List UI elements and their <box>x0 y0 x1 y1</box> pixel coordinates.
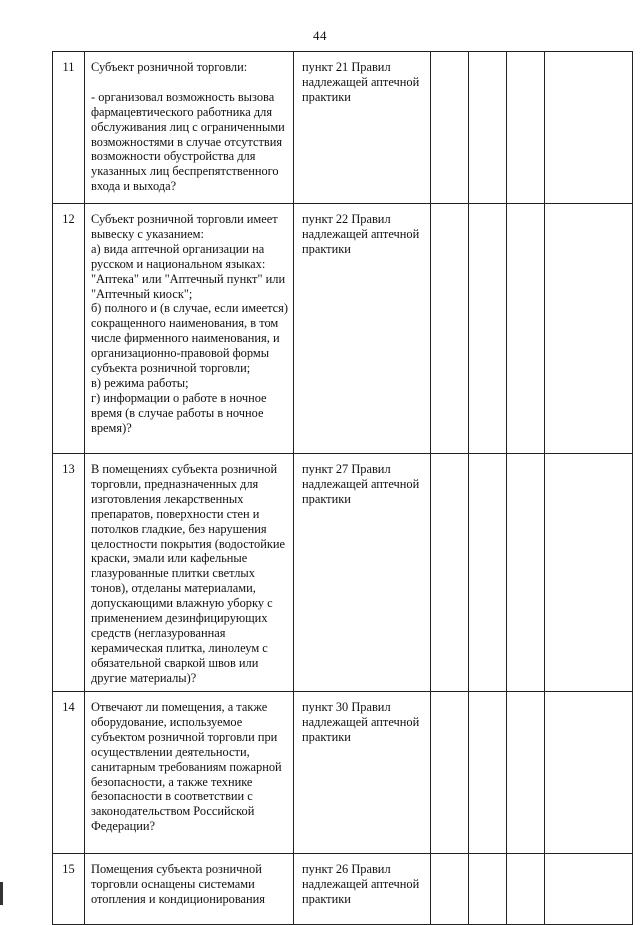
reference-cell <box>294 52 431 204</box>
reference-cell <box>294 854 431 925</box>
reference-cell <box>294 454 431 692</box>
reference-line: пункт 21 Правил <box>302 60 391 74</box>
question-line: безопасности в соответствии с <box>91 789 253 804</box>
reference-line: надлежащей аптечной <box>302 714 420 729</box>
question-line: время (в случае работы в ночное <box>91 405 264 420</box>
answer-cell-no <box>469 52 507 204</box>
table-row <box>53 454 633 692</box>
question-line: организационно-правовой формы <box>91 346 270 361</box>
question-line: фармацевтического работника для <box>91 104 273 119</box>
question-line: б) полного и (в случае, если имеется) <box>91 301 288 316</box>
question-line: входа и выхода? <box>91 179 177 194</box>
checklist-table <box>52 51 633 925</box>
notes-cell <box>545 692 633 854</box>
question-line: вывеску с указанием: <box>91 226 204 241</box>
question-line: средств (неглазурованная <box>91 625 226 640</box>
reference-line: надлежащей аптечной <box>302 226 420 241</box>
reference-cell <box>294 692 431 854</box>
notes-cell <box>545 204 633 454</box>
question-line: "Аптека" или "Аптечный пункт" или <box>91 271 286 286</box>
question-line: В помещениях субъекта розничной <box>91 462 278 476</box>
question-cell <box>85 854 294 925</box>
question-line: применением дезинфицирующих <box>91 611 268 626</box>
answer-cell-no <box>469 854 507 925</box>
question-line: а) вида аптечной организации на <box>91 241 265 256</box>
row-number: 15 <box>53 854 85 925</box>
notes-cell <box>545 454 633 692</box>
question-line: Помещения субъекта розничной <box>91 862 262 876</box>
answer-cell-na <box>507 454 545 692</box>
question-line: Отвечают ли помещения, а также <box>91 700 268 714</box>
answer-cell-na <box>507 854 545 925</box>
reference-line: практики <box>302 89 351 104</box>
row-number: 13 <box>53 454 85 692</box>
scan-edge-mark <box>0 882 3 905</box>
table-row <box>53 52 633 204</box>
question-line: обязательной сваркой швов или <box>91 655 259 670</box>
question-line: Федерации? <box>91 819 156 834</box>
answer-cell-yes <box>431 692 469 854</box>
reference-line: практики <box>302 241 351 256</box>
question-line: глазурованные плитки светлых <box>91 566 255 581</box>
question-line: субъектом розничной торговли при <box>91 729 278 744</box>
question-line: - организовал возможность вызова <box>91 89 275 104</box>
reference-cell <box>294 204 431 454</box>
page-number: 44 <box>313 28 327 43</box>
answer-cell-no <box>469 692 507 854</box>
row-number: 14 <box>53 692 85 854</box>
reference-line: практики <box>302 891 351 906</box>
answer-cell-na <box>507 692 545 854</box>
question-cell <box>85 52 294 204</box>
row-number: 11 <box>53 52 85 204</box>
answer-cell-na <box>507 204 545 454</box>
reference-line: пункт 27 Правил <box>302 462 391 476</box>
reference-line: пункт 22 Правил <box>302 212 391 226</box>
answer-cell-yes <box>431 52 469 204</box>
question-line: торговли оснащены системами <box>91 876 255 891</box>
question-line: возможности обустройства для <box>91 149 256 164</box>
question-line: препаратов, поверхности стен и <box>91 506 260 521</box>
question-line: потолков гладкие, без нарушения <box>91 521 267 536</box>
question-cell <box>85 204 294 454</box>
question-line: г) информации о работе в ночное <box>91 390 267 405</box>
reference-line: надлежащей аптечной <box>302 476 420 491</box>
question-line: допускающими влажную уборку с <box>91 596 273 611</box>
notes-cell <box>545 52 633 204</box>
question-line: Субъект розничной торговли имеет <box>91 212 278 226</box>
question-line: указанных лиц беспрепятственного <box>91 164 279 179</box>
question-cell <box>85 692 294 854</box>
question-line: изготовления лекарственных <box>91 491 244 506</box>
table-row <box>53 692 633 854</box>
question-line: тонов), отделаны материалами, <box>91 581 256 596</box>
question-line: время)? <box>91 420 132 435</box>
answer-cell-yes <box>431 854 469 925</box>
question-cell <box>85 454 294 692</box>
question-line: русском и национальном языках: <box>91 256 266 271</box>
question-line: отопления и кондиционирования <box>91 891 265 906</box>
question-line: обслуживания лиц с ограниченными <box>91 119 285 134</box>
question-line: Субъект розничной торговли: <box>91 60 248 74</box>
row-number: 12 <box>53 204 85 454</box>
question-line: числе фирменного наименования, и <box>91 331 280 346</box>
question-line: возможностями в случае отсутствия <box>91 134 283 149</box>
answer-cell-na <box>507 52 545 204</box>
reference-line: практики <box>302 491 351 506</box>
question-line: законодательством Российской <box>91 804 255 819</box>
question-line: санитарным требованиям пожарной <box>91 759 282 774</box>
answer-cell-yes <box>431 204 469 454</box>
question-line: целостности покрытия (водостойкие <box>91 536 285 551</box>
reference-line: пункт 30 Правил <box>302 700 391 714</box>
question-line: в) режима работы; <box>91 375 189 390</box>
question-line: оборудование, используемое <box>91 714 243 729</box>
question-line: субъекта розничной торговли; <box>91 361 251 376</box>
question-line: другие материалы)? <box>91 670 197 685</box>
reference-line: пункт 26 Правил <box>302 862 391 876</box>
question-line: "Аптечный киоск"; <box>91 286 193 301</box>
answer-cell-no <box>469 454 507 692</box>
question-line: керамическая плитка, линолеум с <box>91 640 268 655</box>
reference-line: надлежащей аптечной <box>302 876 420 891</box>
question-line: сокращенного наименования, в том <box>91 316 279 331</box>
question-line: краски, эмали или кафельные <box>91 551 248 566</box>
answer-cell-no <box>469 204 507 454</box>
notes-cell <box>545 854 633 925</box>
question-line: осуществлении деятельности, <box>91 744 250 759</box>
reference-line: практики <box>302 729 351 744</box>
reference-line: надлежащей аптечной <box>302 74 420 89</box>
answer-cell-yes <box>431 454 469 692</box>
table-row <box>53 854 633 925</box>
question-spacer <box>91 75 289 90</box>
table-row <box>53 204 633 454</box>
question-line: безопасности, а также технике <box>91 774 253 789</box>
question-line: торговли, предназначенных для <box>91 476 259 491</box>
